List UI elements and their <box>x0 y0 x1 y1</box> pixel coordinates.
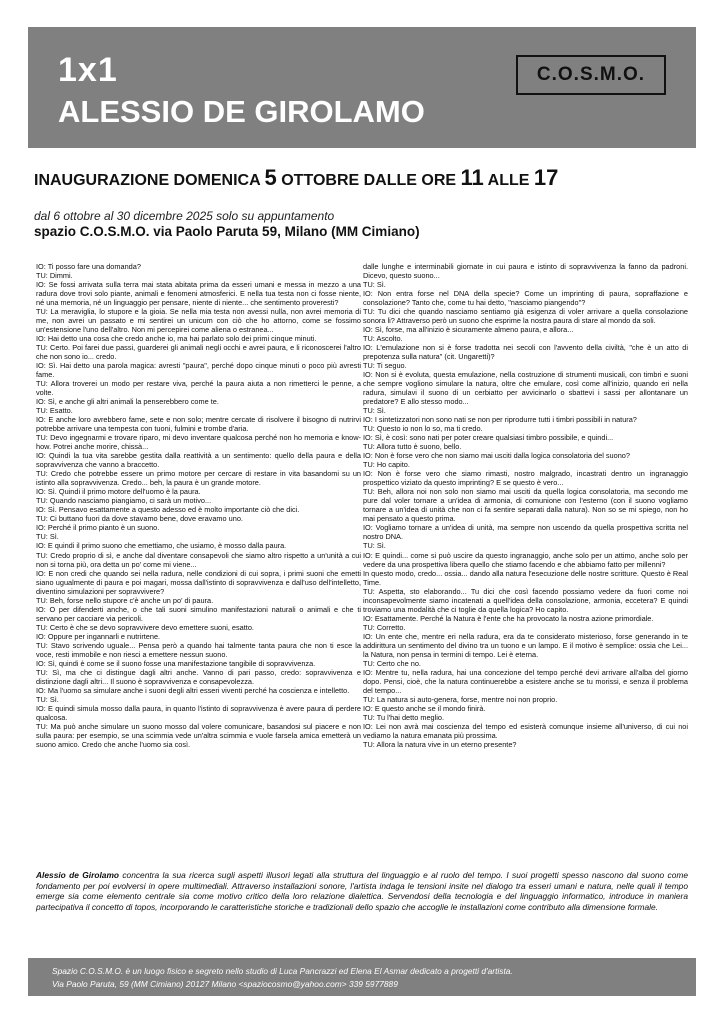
dialogue-line: TU: Aspetta, sto elaborando... Tu dici che così facendo possiamo vedere da fuori come noi inconsapevolmente siamo incatenati a quell'idea della consolazione, armonia, eccetera? E quindi troviamo una modalità che ci toglie da quella logica? Ho capito. <box>363 586 688 614</box>
dialogue-line: IO: E quindi simula mosso dalla paura, in quanto l'istinto di sopravvivenza è avere paura di perdere qualcosa. <box>36 703 361 722</box>
dialogue-line: IO: Non è forse vero che siamo rimasti, nostro malgrado, incastrati dentro un ingranaggio prospettico viziato da questo imprinting? E se questo è vero... <box>363 469 688 488</box>
dialogue-line: dalle lunghe e interminabili giornate in cui paura e istinto di sopravvivenza la fanno da padroni. Dicevo, questo suono... <box>363 262 688 281</box>
inauguration-line <box>34 166 694 193</box>
dialogue-line: TU: Certo che no. <box>363 658 421 668</box>
dialogue-line: IO: E non credi che quando sei nella radura, nelle condizioni di cui sopra, i primi suoni che emetti siano ugualmente di paura e poi magari, mossa dall'istinto di sopravvivenza e dall'uso dell'intelletto, diventino simulazioni per sopravvivere? <box>36 568 361 596</box>
dialogue-line: TU: Ho capito. <box>363 460 410 470</box>
dialogue-line: IO: Quindi la tua vita sarebbe gestita dalla reattività a un sentimento: quello della paura e della sopravvivenza che vanno a braccetto. <box>36 451 361 470</box>
dialogue-line: IO: E anche loro avrebbero fame, sete e non solo; mentre cercate di risolvere il bisogno di nutrirvi potrebbe arrivare una tempesta con tuoni, fulmini e trombe d'aria. <box>36 415 361 434</box>
dialogue-line: TU: Tu l'hai detto meglio. <box>363 712 444 722</box>
dialogue-line: TU: Devo ingegnarmi e trovare riparo, mi devo inventare qualcosa perché non ho memoria e know-how. Potrei anche morire, chissà... <box>36 433 361 452</box>
dialogue-line: TU: Dimmi. <box>36 271 73 281</box>
dialogue-line: TU: Ma può anche simulare un suono mosso dal volere comunicare, basandosi sul piacere e non sulla paura: per esempio, se una scimmia vede un'altra scimmia e vuole farsela amica emetterà un suono amico. Credo che anche l'uomo sia così. <box>36 721 361 749</box>
dialogue-line: TU: Beh, forse nello stupore c'è anche un po' di paura. <box>36 595 214 605</box>
dialogue-line: TU: Stavo scrivendo uguale... Pensa però a quando hai talmente tanta paura che non ti esce la voce, resti immobile e non riesci a emettere nessun suono. <box>36 640 361 659</box>
exhibition-number: 1x1 <box>58 51 118 89</box>
inauguration-day: 5 <box>264 165 277 190</box>
exhibition-place: spazio C.O.S.M.O. via Paolo Paruta 59, Milano (MM Cimiano) <box>34 224 420 239</box>
dialogue-line: TU: Certo è che se devo sopravvivere devo emettere suoni, esatto. <box>36 622 254 632</box>
header-banner <box>28 27 696 148</box>
dialogue-line <box>363 749 688 750</box>
dialogue-line: TU: Ti seguo. <box>363 361 407 371</box>
dialogue-line: TU: La meraviglia, lo stupore e la gioia. Se nella mia testa non avessi nulla, non avrei memoria di me, non avrei un passato e mi sentirei un unicum con ciò che ho attorno, come se fossimo un'estensione l'uno dell'altro. Non mi percepirei come aliena o estranea... <box>36 307 361 335</box>
dialogue-line: IO: Sì, quindi è come se il suono fosse una manifestazione tangibile di sopravvivenza. <box>36 658 316 668</box>
dialogue-column-right <box>363 262 688 750</box>
dialogue-line: TU: Sì. <box>36 532 59 542</box>
dialogue-line: TU: Allora tutto è suono, bello. <box>363 442 462 452</box>
dialogue-line: IO: Hai detto una cosa che credo anche io, ma hai parlato solo dei primi cinque minuti. <box>36 334 317 344</box>
dialogue-line: TU: Sì. <box>363 541 386 551</box>
dialogue-line: IO: E questo anche se il mondo finirà. <box>363 703 486 713</box>
dialogue-line: TU: Sì. <box>363 406 386 416</box>
bio-text: concentra la sua ricerca sugli aspetti illusori legati alla struttura del linguaggio e al ruolo del tempo. I suoi progetti spesso nascono dal suono come fondamento per poi evolversi in opere multimediali. Attraverso installazioni sonore, l'artista indaga le tensioni insite nel dialogo tra esseri umani e natura, nelle quali il tempo emerge sia come elemento centrale sia come motivo critico della loro relazione dialettica. Servendosi della tecnologia e del linguaggio informatico, introduce in maniera partecipativa il concetto di topos, incorporando le caratteristiche storiche e tradizionali dello spazio che accoglie le installazioni come contributo alla dimensione formale. <box>36 870 688 912</box>
dialogue-line: IO: Esattamente. Perché la Natura è l'ente che ha provocato la nostra azione primordiale. <box>363 613 654 623</box>
footer-line-1: Spazio C.O.S.M.O. è un luogo fisico e segreto nello studio di Luca Pancrazzi ed Elena El Asmar dedicato a progetti d'artista. <box>52 966 513 976</box>
dialogue-line: IO: Non è forse vero che non siamo mai usciti dalla logica consolatoria del suono? <box>363 451 630 461</box>
dialogue-line: TU: Sì. <box>363 280 386 290</box>
dialogue-line: IO: Lei non avrà mai coscienza del tempo ed esisterà comunque insieme all'universo, di cui noi vediamo la natura emanata più prossima. <box>363 721 688 740</box>
bio-name: Alessio de Girolamo <box>36 870 119 880</box>
dialogue-line: IO: L'emulazione non si è forse tradotta nei secoli con l'avvento della civiltà, "che è un atto di prepotenza sulla natura" (cit. Ungaretti)? <box>363 343 688 362</box>
dialogue-line: In questo modo, credo... ossia... dando alla natura l'esecuzione delle nostre scritture. Questo è Real Time. <box>363 568 688 587</box>
footer-line-2: Via Paolo Paruta, 59 (MM Cimiano) 20127 Milano <spaziocosmo@yahoo.com> 339 5977889 <box>52 979 398 989</box>
inauguration-sep: ALLE <box>487 172 530 189</box>
artist-bio <box>36 870 688 912</box>
footer-banner <box>28 958 696 996</box>
dialogue-line: TU: Credo che potrebbe essere un primo motore per cercare di restare in vita basandomi su un istinto alla sopravvivenza. Credo... beh, la paura è un grande motore. <box>36 469 361 488</box>
dialogue-line: IO: Un ente che, mentre eri nella radura, era da te considerato misterioso, forse generando in te addirittura un sentimento del divino tra un tuono e un lampo. E il motivo è semplice: ossia che Lei... la Natura, non pensa in termini di tempo. Lei è eterna. <box>363 631 688 659</box>
dialogue-line: TU: Questo io non lo so, ma ti credo. <box>363 424 483 434</box>
dialogue-line: IO: Mentre tu, nella radura, hai una concezione del tempo perché devi arrivare all'alba del giorno dopo. Pensi, cioè, che la natura continuerebbe a esistere anche se tu morissi, e senza il problema del tempo... <box>363 667 688 695</box>
dialogue-line: TU: Allora troverei un modo per restare viva, perché la paura aiuta a non rimetterci le penne, a volte. <box>36 379 361 398</box>
dialogue-line <box>36 749 361 750</box>
dialogue-line: TU: Allora la natura vive in un eterno presente? <box>363 739 517 749</box>
dialogue-column-left <box>36 262 361 750</box>
dialogue-line: TU: Ascolto. <box>363 334 403 344</box>
dialogue-line: TU: Quando nasciamo piangiamo, ci sarà un motivo... <box>36 496 212 506</box>
dialogue-line: IO: Sì. Quindi il primo motore dell'uomo è la paura. <box>36 487 201 497</box>
dialogue-line: TU: Sì. <box>36 694 59 704</box>
dialogue-line: IO: Oppure per ingannarli e nutrirtene. <box>36 631 161 641</box>
dialogue-line: TU: Ci buttano fuori da dove stavamo bene, dove eravamo uno. <box>36 514 243 524</box>
inauguration-prefix: INAUGURAZIONE DOMENICA <box>34 172 261 189</box>
dialogue-line: IO: Se fossi arrivata sulla terra mai stata abitata prima da esseri umani e messa in mezzo a una radura dove trovi solo piante, animali e fenomeni atmosferici. E nella tua testa non ci fosse niente, né una memoria, né un linguaggio per pensare, niente di niente... che sentimento proveresti? <box>36 280 361 308</box>
dialogue-line: IO: Perché il primo pianto è un suono. <box>36 523 160 533</box>
inauguration-month-time: OTTOBRE DALLE ORE <box>281 172 457 189</box>
dialogue-line: IO: Ma l'uomo sa simulare anche i suoni degli altri esseri viventi perché ha coscienza e intelletto. <box>36 685 350 695</box>
dialogue-line: IO: E quindi il primo suono che emettiamo, che usiamo, è mosso dalla paura. <box>36 541 287 551</box>
dialogue-line: IO: Non si è evoluta, questa emulazione, nella costruzione di strumenti musicali, con timbri e suoni che sempre vogliono simulare la natura, oltre che emulare, così come all'inizio, quando eri nella radura, simulavi il suono di un cerbiatto per avvicinarlo o sbattevi i sassi per allontanare un predatore? E allo stesso modo... <box>363 370 688 407</box>
dialogue-line: IO: O per difenderti anche, o che tali suoni simulino manifestazioni naturali o animali e che ti servano per cacciare via pericoli. <box>36 604 361 623</box>
dialogue-line: IO: Vogliamo tornare a un'idea di unità, ma sempre non uscendo da quella prospettiva scritta nel nostro DNA. <box>363 523 688 542</box>
dialogue-columns <box>36 262 688 750</box>
dialogue-line: IO: Sì, e anche gli altri animali la penserebbero come te. <box>36 397 219 407</box>
dialogue-line: TU: Certo. Poi farei due passi, guarderei gli animali negli occhi e avrei paura, e li riconoscerei l'altro che non sono io... credo. <box>36 343 361 362</box>
cosmo-logo: C.O.S.M.O. <box>516 55 666 95</box>
dialogue-line: TU: Credo proprio di sì, e anche dal diventare consapevoli che siamo altro rispetto a un'unità a cui non si torna più, ora detta un po' come mi viene... <box>36 550 361 569</box>
dialogue-line: IO: Sì. Hai detto una parola magica: avresti "paura", perché dopo cinque minuti o poco più avresti fame. <box>36 361 361 380</box>
dialogue-line: TU: Esatto. <box>36 406 73 416</box>
dialogue-line: IO: Non entra forse nel DNA della specie? Come un imprinting di paura, sopraffazione e consolazione? Tanto che, come tu hai detto, "nasciamo piangendo"? <box>363 289 688 308</box>
dialogue-line: TU: La natura si auto-genera, forse, mentre noi non proprio. <box>363 694 558 704</box>
artist-name: ALESSIO DE GIROLAMO <box>58 94 425 129</box>
inauguration-end: 17 <box>533 165 559 190</box>
dialogue-line: IO: E quindi... come si può uscire da questo ingranaggio, anche solo per un attimo, anche solo per vedere da una prospettiva libera quello che stiamo facendo e che abbiamo fatto per millenni? <box>363 550 688 569</box>
dialogue-line: IO: I sintetizzatori non sono nati se non per riprodurre tutti i timbri possibili in natura? <box>363 415 637 425</box>
dialogue-line: IO: Sì. Pensavo esattamente a questo adesso ed è molto importante ciò che dici. <box>36 505 300 515</box>
exhibition-dates: dal 6 ottobre al 30 dicembre 2025 solo su appuntamento <box>34 209 335 223</box>
dialogue-line: IO: Ti posso fare una domanda? <box>36 262 141 271</box>
dialogue-line: TU: Beh, allora noi non solo non siamo mai usciti da quella logica consolatoria, ma secondo me pure dal voler tornare a un'idea di armonia, di comunione con l'esterno (con il suono vogliamo tornare a un'idea di unità che non ci fa sentire separati dalla natura). Non so se mi spiego, non ho mai pensato a questo prima. <box>363 487 688 524</box>
dialogue-line: TU: Tu dici che quando nasciamo sentiamo già esigenza di voler arrivare a quella consolazione sonora li? Attraverso però un suono che esprime la nostra paura di stare al mondo da soli. <box>363 307 688 326</box>
dialogue-line: TU: Sì, ma che ci distingue dagli altri anche. Vanno di pari passo, credo: sopravvivenza e distinzione dagli altri... Il suono è sopravvivenza e consapevolezza. <box>36 667 361 686</box>
dialogue-line: TU: Corretto. <box>363 622 406 632</box>
dialogue-line: IO: Sì, è così: sono nati per poter creare qualsiasi timbro possibile, e quindi... <box>363 433 614 443</box>
dialogue-line: IO: Sì, forse, ma all'inizio è sicuramente almeno paura, e allora... <box>363 325 574 335</box>
inauguration-start: 11 <box>460 165 484 190</box>
